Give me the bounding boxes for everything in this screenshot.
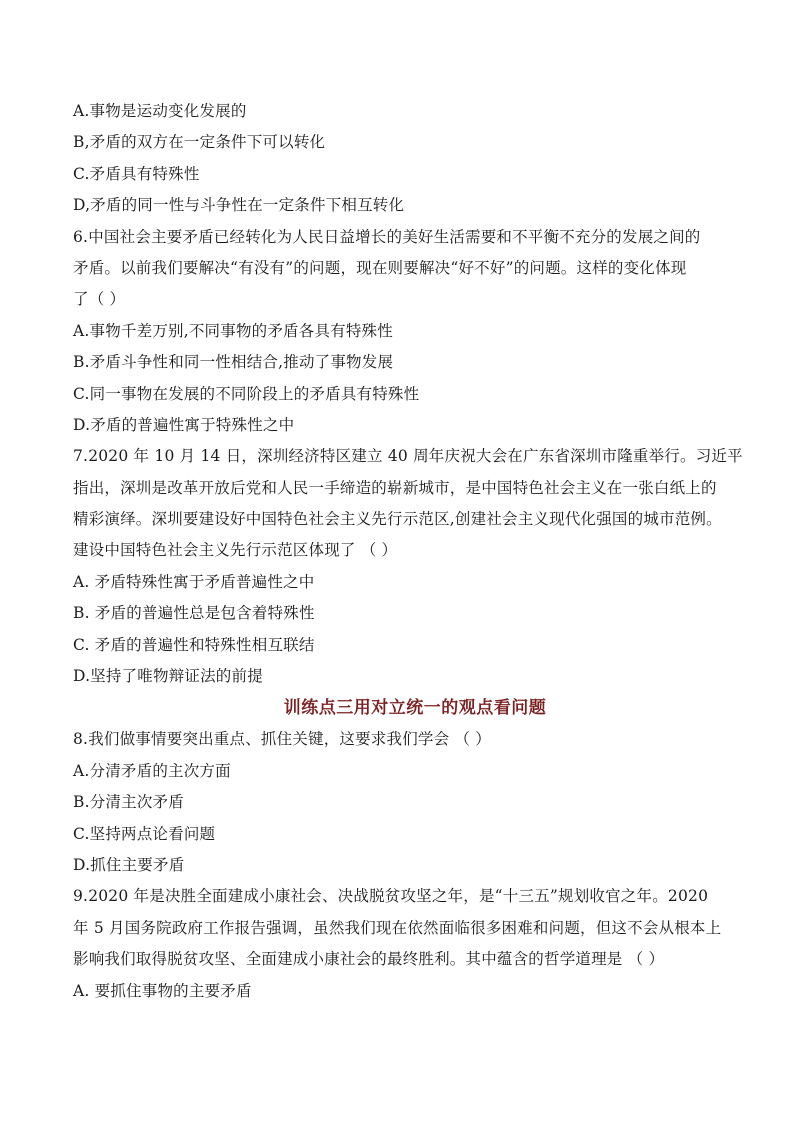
- option-d-text: D,矛盾的同一性与斗争性在一定条件下相互转化: [73, 196, 405, 215]
- question-7-option-b: B. 矛盾的普遍性总是包含着特殊性: [73, 604, 315, 623]
- question-7-line-4: 建设中国特色社会主义先行示范区体现了 （ ）: [73, 541, 398, 560]
- question-6-option-c: C.同一事物在发展的不同阶段上的矛盾具有特殊性: [73, 384, 420, 403]
- question-7-option-c: C. 矛盾的普遍性和特殊性相互联结: [73, 635, 315, 654]
- question-6-option-d: D.矛盾的普遍性寓于特殊性之中: [73, 415, 295, 434]
- question-8-option-b: B.分清主次矛盾: [73, 793, 184, 812]
- option-a-text: A.事物是运动变化发展的: [73, 102, 247, 120]
- question-9-line-1: 9.2020 年是决胜全面建成小康社会、决战脱贫攻坚之年，是“十三五”规划收官之年。2020: [73, 887, 709, 906]
- question-7-option-d: D.坚持了唯物辩证法的前提: [73, 667, 263, 686]
- section-heading: 训练点三用对立统一的观点看问题: [283, 698, 547, 719]
- question-6-line-1: 6.中国社会主要矛盾已经转化为人民日益增长的美好生活需要和不平衡不充分的发展之间的: [73, 227, 701, 246]
- question-8-option-a: A.分清矛盾的主次方面: [73, 761, 231, 780]
- question-7-line-1: 7.2020 年 10 月 14 日，深圳经济特区建立 40 周年庆祝大会在广东省深圳市隆重举行。习近平: [73, 447, 743, 466]
- question-8-option-c: C.坚持两点论看问题: [73, 824, 216, 843]
- option-b-text: B,矛盾的双方在一定条件下可以转化: [73, 133, 326, 152]
- question-7-option-a: A. 矛盾特殊性寓于矛盾普遍性之中: [73, 572, 315, 591]
- question-6-line-3: 了（ ）: [73, 290, 126, 309]
- document-content: [73, 96, 743, 1007]
- question-8-line-1: 8.我们做事情要突出重点、抓住关键，这要求我们学会 （ ）: [73, 730, 491, 749]
- question-6-option-b: B.矛盾斗争性和同一性相结合,推动了事物发展: [73, 353, 394, 372]
- question-8-option-d: D.抓住主要矛盾: [73, 855, 185, 874]
- option-c-text: C.矛盾具有特殊性: [73, 164, 200, 183]
- question-7-line-3: 精彩演绎。深圳要建设好中国特色社会主义先行示范区,创建社会主义现代化强国的城市范例。: [73, 510, 722, 529]
- question-7-line-2: 指出，深圳是改革开放后党和人民一手缔造的崭新城市，是中国特色社会主义在一张白纸上的: [73, 478, 717, 497]
- question-9-line-3: 影响我们取得脱贫攻坚、全面建成小康社会的最终胜利。其中蕴含的哲学道理是 （ ）: [73, 950, 665, 969]
- question-9-line-2: 年 5 月国务院政府工作报告强调，虽然我们现在依然面临很多困难和问题，但这不会从根本上: [73, 918, 722, 937]
- question-6-line-2: 矛盾。以前我们要解决“有没有”的问题，现在则要解决“好不好”的问题。这样的变化体现: [73, 258, 687, 277]
- question-9-option-a: A. 要抓住事物的主要矛盾: [73, 981, 252, 1000]
- question-6-option-a: A.事物千差万别,不同事物的矛盾各具有特殊性: [73, 321, 393, 340]
